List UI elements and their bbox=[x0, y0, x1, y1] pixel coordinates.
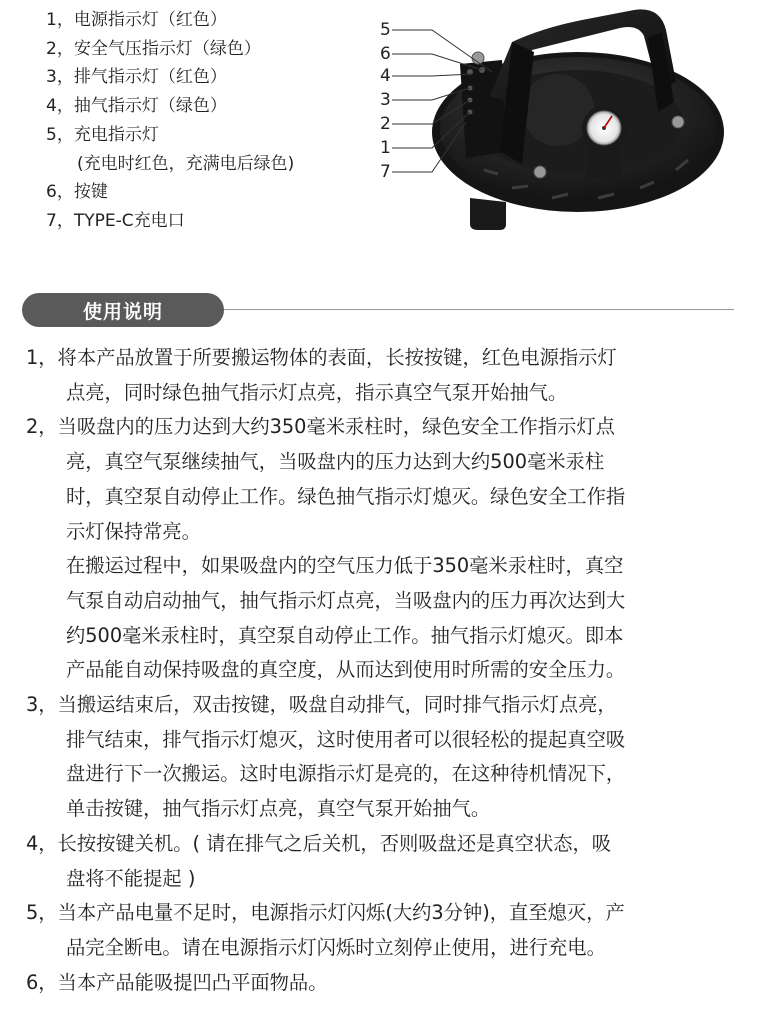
step-3-line-2: 排气结束，排气指示灯熄灭，这时使用者可以很轻松的提起真空吸 bbox=[66, 727, 626, 751]
legend-item-pressure-light: 2，安全气压指示灯（绿色） bbox=[46, 38, 261, 59]
step-2-note-line-4: 产品能自动保持吸盘的真空度，从而达到使用时所需的安全压力。 bbox=[66, 658, 626, 682]
callout-5: 5 bbox=[380, 20, 391, 40]
step-3-line-4: 单击按键，抽气指示灯点亮，真空气泵开始抽气。 bbox=[66, 797, 491, 821]
step-2-note-line-2: 气泵自动启动抽气，抽气指示灯点亮，当吸盘内的压力再次达到大 bbox=[66, 588, 626, 612]
callout-6: 6 bbox=[380, 44, 391, 64]
step-3-line-3: 盘进行下一次搬运。这时电源指示灯是亮的，在这种待机情况下， bbox=[66, 762, 626, 786]
section-title: 使用说明 bbox=[22, 293, 224, 327]
callout-7: 7 bbox=[380, 162, 391, 182]
step-1-line-1: 1，将本产品放置于所要搬运物体的表面，长按按键，红色电源指示灯 bbox=[26, 346, 617, 369]
step-5-line-2: 品完全断电。请在电源指示灯闪烁时立刻停止使用，进行充电。 bbox=[66, 935, 606, 959]
legend-item-power-light: 1，电源指示灯（红色） bbox=[46, 10, 227, 30]
step-4-line-1: 4，长按按键关机。( 请在排气之后关机，否则吸盘还是真空状态，吸 bbox=[26, 831, 612, 855]
step-2-line-3: 时，真空泵自动停止工作。绿色抽气指示灯熄灭。绿色安全工作指 bbox=[66, 484, 626, 508]
suction-cup-drawing bbox=[372, 2, 744, 238]
step-5-line-1: 5，当本产品电量不足时，电源指示灯闪烁(大约3分钟)，直至熄灭，产 bbox=[26, 901, 625, 925]
step-1-line-2: 点亮，同时绿色抽气指示灯点亮，指示真空气泵开始抽气。 bbox=[66, 380, 568, 404]
legend-item-charge-note: (充电时红色，充满电后绿色) bbox=[77, 153, 295, 174]
step-2-line-2: 亮，真空气泵继续抽气，当吸盘内的压力达到大约500毫米汞柱 bbox=[66, 450, 605, 474]
step-2-line-1: 2，当吸盘内的压力达到大约350毫米汞柱时，绿色安全工作指示灯点 bbox=[26, 415, 615, 439]
instructions bbox=[26, 341, 738, 1000]
callout-3: 3 bbox=[380, 90, 391, 110]
legend-item-usbc-port: 7，TYPE-C充电口 bbox=[46, 210, 185, 231]
step-6-line-1: 6，当本产品能吸提凹凸平面物品。 bbox=[26, 970, 328, 994]
legend-item-pump-light: 4，抽气指示灯（绿色） bbox=[46, 96, 227, 117]
callout-2: 2 bbox=[380, 114, 391, 134]
step-3-line-1: 3，当搬运结束后，双击按键，吸盘自动排气，同时排气指示灯点亮， bbox=[26, 693, 617, 717]
callout-4: 4 bbox=[380, 66, 391, 86]
legend-item-charge-light: 5，充电指示灯 bbox=[46, 124, 159, 145]
legend-item-button: 6，按键 bbox=[46, 182, 108, 203]
step-4-line-2: 盘将不能提起 ) bbox=[66, 866, 196, 890]
legend-item-exhaust-light: 3，排气指示灯（红色） bbox=[46, 67, 227, 88]
step-2-note-line-1: 在搬运过程中，如果吸盘内的空气压力低于350毫米汞柱时，真空 bbox=[66, 554, 624, 578]
step-2-note-line-3: 约500毫米汞柱时，真空泵自动停止工作。抽气指示灯熄灭。即本 bbox=[66, 623, 624, 647]
suction-cup-illustration bbox=[372, 2, 744, 238]
callout-1: 1 bbox=[380, 138, 391, 158]
component-legend bbox=[46, 6, 366, 236]
step-2-line-4: 示灯保持常亮。 bbox=[66, 519, 201, 543]
